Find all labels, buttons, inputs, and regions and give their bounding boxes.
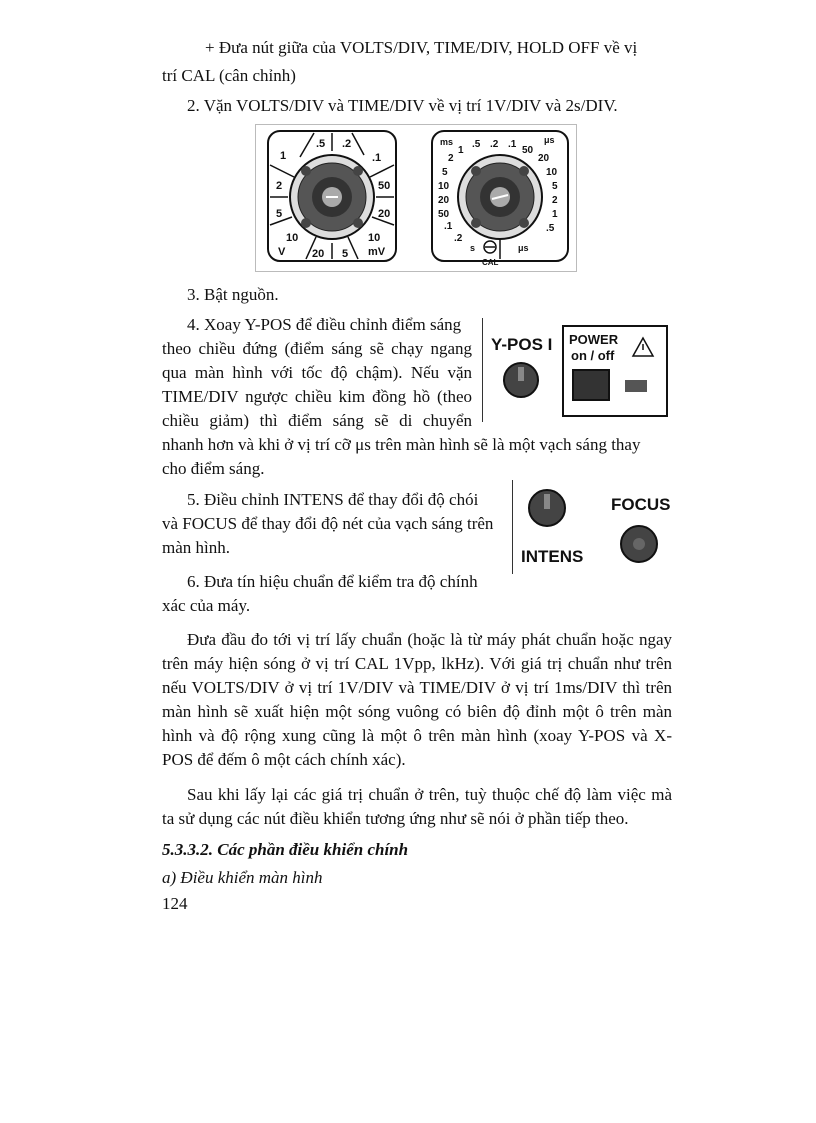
body-line: và FOCUS để thay đổi độ nét của vạch sáng trên (162, 514, 494, 533)
volts-label: mV (368, 246, 386, 258)
volts-label: 1 (280, 150, 287, 162)
time-label: 1 (552, 209, 558, 220)
volts-label: V (278, 246, 286, 258)
body-line: cho điểm sáng. (162, 459, 265, 478)
volts-label: 20 (378, 208, 391, 220)
body-line: màn hình sẽ xuất hiện một sóng vuông có biên độ đỉnh một ô trên màn (162, 702, 672, 721)
time-label: .1 (444, 221, 453, 232)
power-button (573, 370, 609, 400)
time-label: 20 (538, 153, 550, 164)
time-label: 2 (448, 153, 454, 164)
section-heading: 5.3.3.2. Các phần điều khiển chính (162, 840, 409, 859)
time-label: μs (518, 243, 529, 253)
volts-label: 10 (286, 232, 299, 244)
dial-figure-svg (256, 125, 576, 271)
time-label: 10 (438, 181, 450, 192)
time-label: CAL (482, 258, 499, 267)
intens-label: INTENS (521, 547, 584, 566)
ypos-label: Y-POS I (491, 335, 553, 354)
page-number: 124 (162, 894, 188, 913)
body-line: trên máy hiện sóng ở vị trí CAL 1Vpp, lkHz). Với giá trị chuẩn như trên (162, 654, 672, 673)
body-line: POS để đếm ô một cách chính xác). (162, 750, 406, 769)
volts-label: 20 (312, 248, 325, 260)
time-label: 5 (442, 167, 448, 178)
body-line: nếu VOLTS/DIV ở vị trí 1V/DIV và TIME/DIV ở vị trí 1ms/DIV thì trên (162, 678, 672, 697)
time-label: .5 (546, 223, 555, 234)
volts-label: 5 (276, 208, 283, 220)
volts-label: 2 (276, 180, 283, 192)
body-line: hình và độ rộng xung cũng là một ô trên màn hình (xoay Y-POS và X- (162, 726, 672, 745)
step-2-text: 2. Vặn VOLTS/DIV và TIME/DIV về vị trí 1V/DIV và 2s/DIV. (187, 96, 618, 115)
time-label: 5 (552, 181, 558, 192)
body-line: theo chiều đứng (điểm sáng sẽ chạy ngang (162, 339, 472, 358)
body-line: màn hình. (162, 538, 230, 557)
step-6-text: 6. Đưa tín hiệu chuẩn để kiểm tra độ chính (187, 572, 478, 591)
volts-label: .1 (372, 152, 382, 164)
body-line: ta sử dụng các nút điều khiển tương ứng như sẽ nói ở phần tiếp theo. (162, 809, 629, 828)
volts-label: .2 (342, 138, 352, 150)
time-label: 1 (458, 145, 464, 156)
power-label: POWER (569, 332, 619, 347)
time-label: 20 (438, 195, 450, 206)
power-led (625, 380, 647, 392)
onoff-label: on / off (571, 348, 615, 363)
dial-figure (255, 124, 577, 272)
volts-label: .5 (316, 138, 326, 150)
time-label: .5 (472, 139, 481, 150)
time-label: 10 (546, 167, 558, 178)
body-line: nhanh hơn và khi ở vị trí cỡ μs trên màn hình sẽ là một vạch sáng thay (162, 435, 641, 454)
body-line: + Đưa nút giữa của VOLTS/DIV, TIME/DIV, HOLD OFF về vị (205, 38, 638, 57)
ypos-power-figure (482, 318, 673, 422)
time-label: μs (544, 135, 555, 145)
intens-focus-figure (512, 480, 673, 574)
time-label: 50 (522, 145, 534, 156)
step-4-text: 4. Xoay Y-POS để điều chỉnh điểm sáng (187, 315, 462, 334)
volts-label: 5 (342, 248, 349, 260)
subsection-heading: a) Điều khiển màn hình (162, 868, 323, 887)
volts-label: 10 (368, 232, 381, 244)
time-label: .2 (490, 139, 499, 150)
focus-label: FOCUS (611, 495, 671, 514)
body-line: chiều giảm) thì điểm sáng sẽ di chuyển (162, 411, 472, 430)
body-line: Sau khi lấy lại các giá trị chuẩn ở trên, tuỳ thuộc chế độ làm việc mà (187, 785, 672, 804)
body-line: qua màn hình với tốc độ chậm). Nếu vặn (162, 363, 472, 382)
time-label: ms (440, 137, 454, 147)
body-line: TIME/DIV ngược chiều kim đồng hồ (theo (162, 387, 472, 406)
time-label: .1 (508, 139, 517, 150)
time-label: s (470, 243, 476, 253)
step-5-text: 5. Điều chỉnh INTENS để thay đổi độ chói (187, 490, 479, 509)
body-line: Đưa đầu đo tới vị trí lấy chuẩn (hoặc là từ máy phát chuẩn hoặc ngay (187, 630, 672, 649)
time-label: .2 (454, 233, 463, 244)
body-line: trí CAL (cân chỉnh) (162, 66, 296, 85)
time-label: 2 (552, 195, 558, 206)
volts-label: 50 (378, 180, 391, 192)
step-3-text: 3. Bật nguồn. (187, 285, 279, 304)
time-label: 50 (438, 209, 450, 220)
body-line: xác của máy. (162, 596, 251, 615)
